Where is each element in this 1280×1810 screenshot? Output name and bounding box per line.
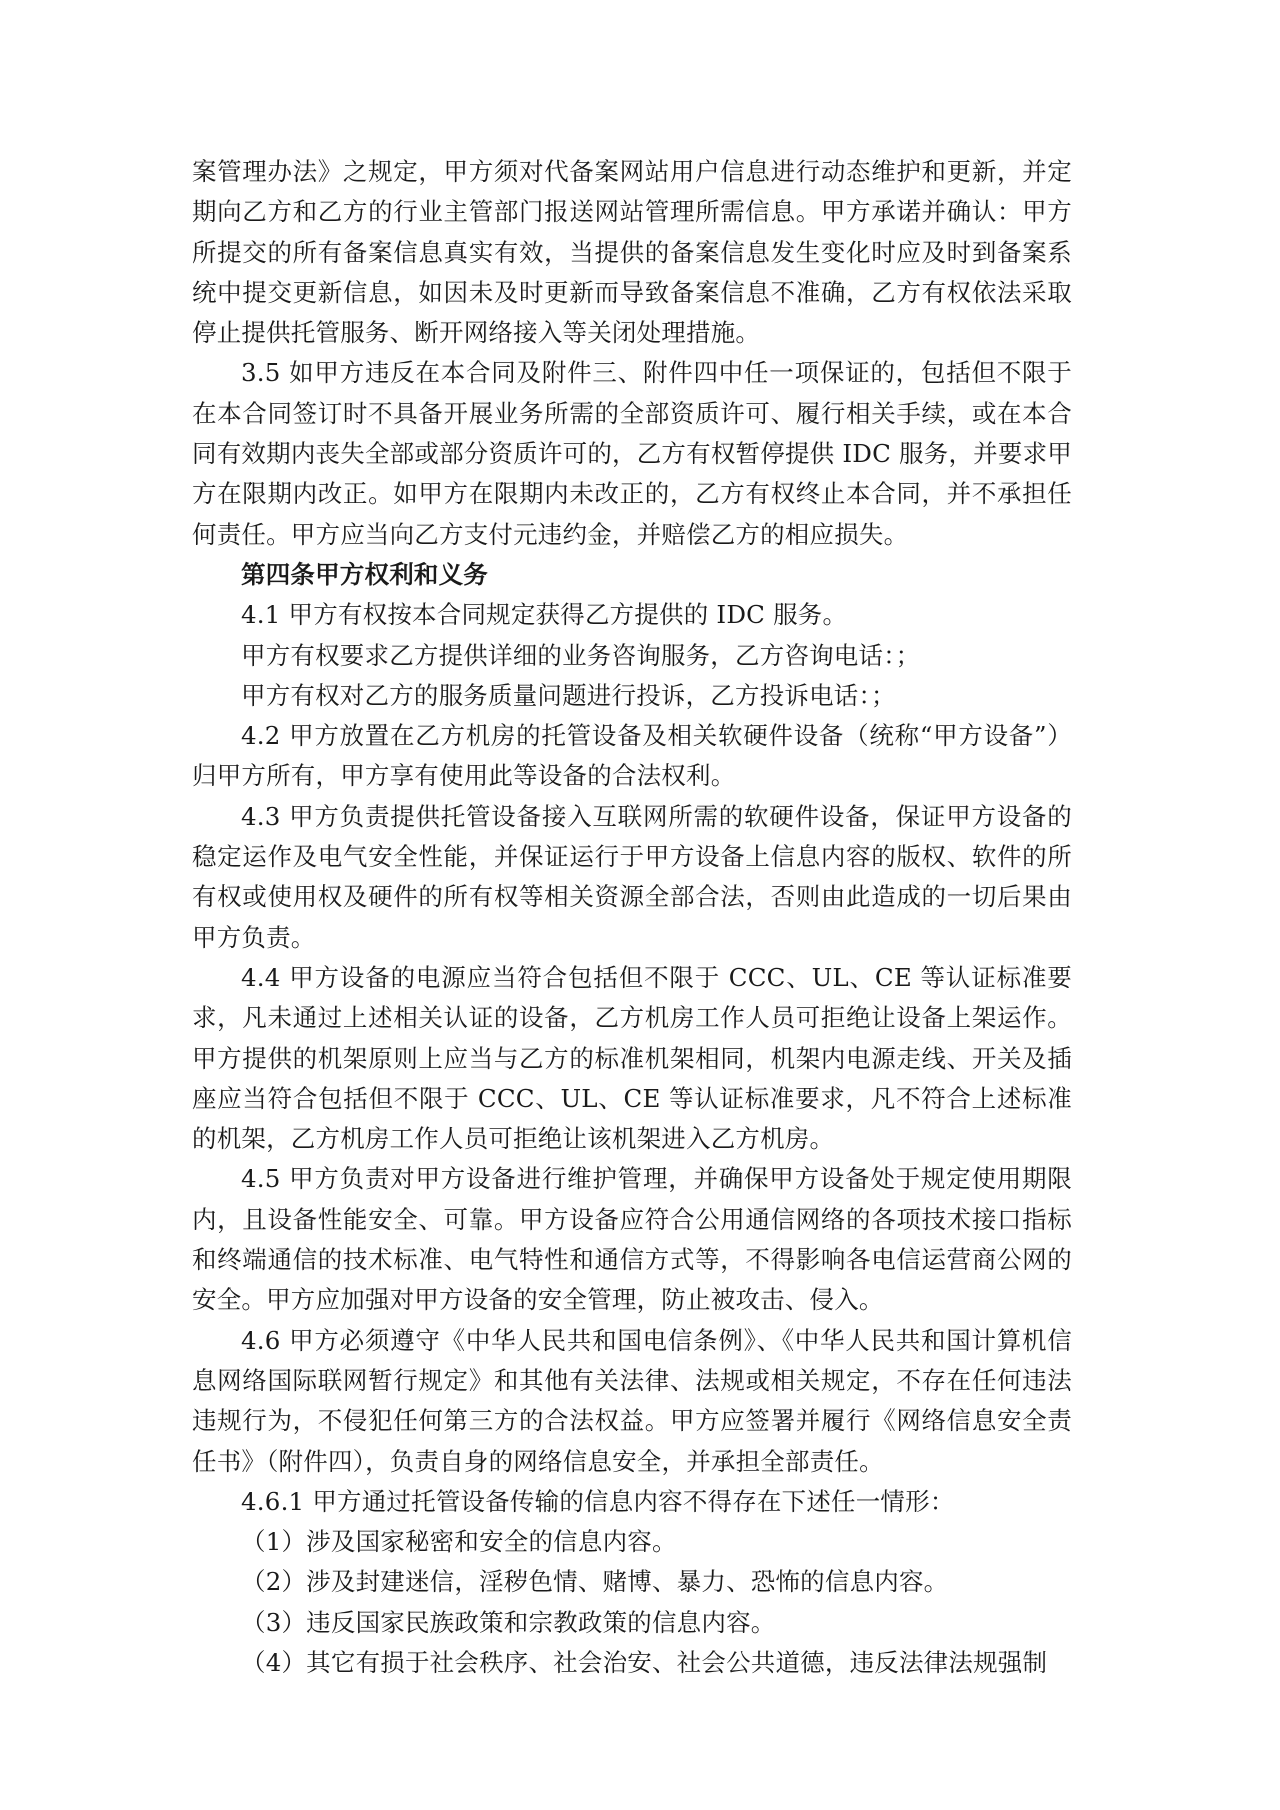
clause-4-5: 4.5 甲方负责对甲方设备进行维护管理，并确保甲方设备处于规定使用期限内，且设备性能安全、可靠。甲方设备应符合公用通信网络的各项技术接口指标和终端通信的技术标准、电气特性和通信方式等，不得影响各电信运营商公网的安全。甲方应加强对甲方设备的安全管理，防止被攻击、侵入。 — [192, 1164, 1072, 1315]
clause-4-2: 4.2 甲方放置在乙方机房的托管设备及相关软硬件设备（统称“甲方设备”）归甲方所有，甲方享有使用此等设备的合法权利。 — [192, 721, 1072, 791]
consultation-line: 甲方有权要求乙方提供详细的业务咨询服务，乙方咨询电话：； — [241, 640, 921, 670]
clause-4-4: 4.4 甲方设备的电源应当符合包括但不限于 CCC、UL、CE 等认证标准要求，凡未通过上述相关认证的设备，乙方机房工作人员可拒绝让设备上架运作。甲方提供的机架原则上应当与乙方的标准机架相同，机架内电源走线、开关及插座应当符合包括但不限于 CCC、UL、CE 等认证标准要求，凡不符合上述标准的机架，乙方机房工作人员可拒绝让该机架进入乙方机房。 — [192, 962, 1072, 1154]
complaint-line: 甲方有权对乙方的服务质量问题进行投诉，乙方投诉电话：； — [241, 680, 896, 710]
list-item-3: （3）违反国家民族政策和宗教政策的信息内容。 — [241, 1607, 776, 1637]
list-item-1: （1）涉及国家秘密和安全的信息内容。 — [241, 1527, 677, 1557]
list-item-2: （2）涉及封建迷信，淫秽色情、赌博、暴力、恐怖的信息内容。 — [241, 1567, 949, 1597]
clause-4-3: 4.3 甲方负责提供托管设备接入互联网所需的软硬件设备，保证甲方设备的稳定运作及电气安全性能，并保证运行于甲方设备上信息内容的版权、软件的所有权或使用权及硬件的所有权等相关资源全部合法，否则由此造成的一切后果由甲方负责。 — [192, 801, 1072, 952]
list-item-4: （4）其它有损于社会秩序、社会治安、社会公共道德，违反法律法规强制 — [241, 1647, 1048, 1677]
clause-4-6: 4.6 甲方必须遵守《中华人民共和国电信条例》、《中华人民共和国计算机信息网络国际联网暂行规定》和其他有关法律、法规或相关规定，不存在任何违法违规行为，不侵犯任何第三方的合法权益。甲方应签署并履行《网络信息安全责任书》（附件四），负责自身的网络信息安全，并承担全部责任。 — [192, 1325, 1072, 1476]
paragraph-continued: 案管理办法》之规定，甲方须对代备案网站用户信息进行动态维护和更新，并定期向乙方和乙方的行业主管部门报送网站管理所需信息。甲方承诺并确认：甲方所提交的所有备案信息真实有效，当提供的备案信息发生变化时应及时到备案系统中提交更新信息，如因未及时更新而导致备案信息不准确，乙方有权依法采取停止提供托管服务、断开网络接入等关闭处理措施。 — [192, 157, 1072, 348]
document-body — [192, 152, 1072, 1683]
clause-3-5: 3.5 如甲方违反在本合同及附件三、附件四中任一项保证的，包括但不限于在本合同签订时不具备开展业务所需的全部资质许可、履行相关手续，或在本合同有效期内丧失全部或部分资质许可的，乙方有权暂停提供 IDC 服务，并要求甲方在限期内改正。如甲方在限期内未改正的，乙方有权终止本合同，并不承担任何责任。甲方应当向乙方支付元违约金，并赔偿乙方的相应损失。 — [192, 358, 1072, 549]
section-heading-article-4: 第四条甲方权利和义务 — [241, 559, 488, 589]
clause-4-1: 4.1 甲方有权按本合同规定获得乙方提供的 IDC 服务。 — [241, 600, 848, 630]
clause-4-6-1: 4.6.1 甲方通过托管设备传输的信息内容不得存在下述任一情形： — [241, 1486, 955, 1516]
